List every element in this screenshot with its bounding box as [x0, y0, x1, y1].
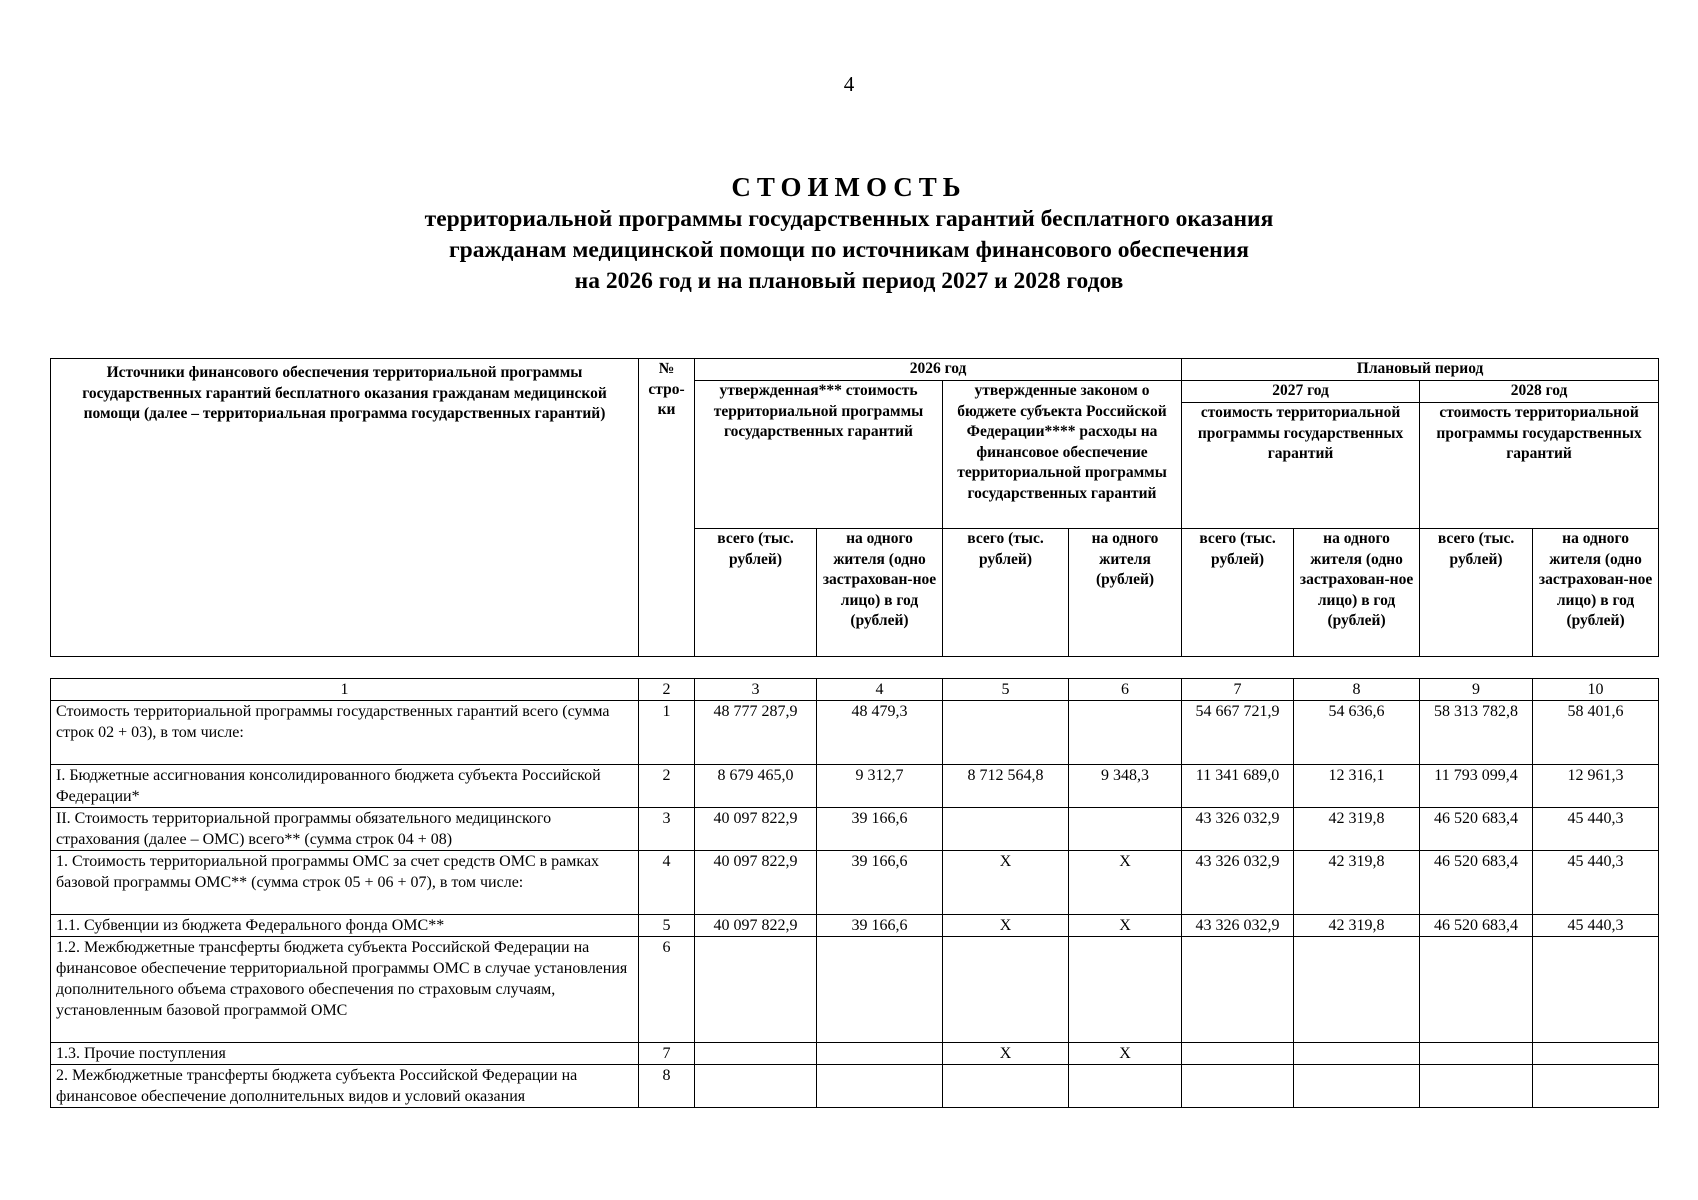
- table-row: [51, 915, 1659, 937]
- cell-per-resident-2028: 45 440,3: [1533, 915, 1659, 937]
- total-thousand-2028-header: всего (тыс. рублей): [1420, 529, 1533, 657]
- cell-law-total: X: [943, 851, 1069, 915]
- cell-per-resident-2027: 42 319,8: [1294, 851, 1420, 915]
- cell-total-2026: 40 097 822,9: [695, 851, 817, 915]
- cell-total-2028: 46 520 683,4: [1420, 915, 1533, 937]
- column-number: 3: [695, 679, 817, 701]
- table-row: [51, 1043, 1659, 1065]
- cell-total-2028: 46 520 683,4: [1420, 851, 1533, 915]
- row-label: I. Бюджетные ассигнования консолидированного бюджета субъекта Российской Федерации*: [51, 765, 639, 808]
- cell-total-2026: 48 777 287,9: [695, 701, 817, 765]
- cell-law-total: [943, 1065, 1069, 1108]
- cell-per-resident-2026: 39 166,6: [817, 808, 943, 851]
- table-row: [51, 808, 1659, 851]
- cell-total-2028: 58 313 782,8: [1420, 701, 1533, 765]
- table-row: [51, 701, 1659, 765]
- title-line-1: территориальной программы государственных гарантий бесплатного оказания: [424, 206, 1274, 232]
- cost-2027-header: стоимость территориальной программы государственных гарантий: [1182, 403, 1420, 529]
- document-title: [0, 170, 1698, 297]
- row-label: 1.3. Прочие поступления: [51, 1043, 639, 1065]
- column-number: 8: [1294, 679, 1420, 701]
- column-number: 4: [817, 679, 943, 701]
- cell-total-2026: 40 097 822,9: [695, 915, 817, 937]
- cell-law-per-resident: [1069, 937, 1182, 1043]
- cell-law-per-resident: X: [1069, 1043, 1182, 1065]
- cell-per-resident-2027: 12 316,1: [1294, 765, 1420, 808]
- cell-per-resident-2027: 42 319,8: [1294, 808, 1420, 851]
- total-thousand-2027-header: всего (тыс. рублей): [1182, 529, 1294, 657]
- table-row: [51, 1065, 1659, 1108]
- cell-total-2027: [1182, 1065, 1294, 1108]
- cell-per-resident-2026: [817, 937, 943, 1043]
- cell-law-total: X: [943, 1043, 1069, 1065]
- row-number: 4: [639, 851, 695, 915]
- cell-total-2026: [695, 1065, 817, 1108]
- cell-law-total: 8 712 564,8: [943, 765, 1069, 808]
- cell-per-resident-2027: [1294, 1043, 1420, 1065]
- cell-total-2026: [695, 937, 817, 1043]
- column-number: 5: [943, 679, 1069, 701]
- row-label: 1.1. Субвенции из бюджета Федерального фонда ОМС**: [51, 915, 639, 937]
- table-row: [51, 851, 1659, 915]
- row-label: 2. Межбюджетные трансферты бюджета субъекта Российской Федерации на финансовое обеспечение дополнительных видов и условий оказания: [51, 1065, 639, 1108]
- title-main: СТОИМОСТЬ: [731, 172, 967, 202]
- per-resident-2028-header: на одного жителя (одно застрахован-ное лицо) в год (рублей): [1533, 529, 1659, 657]
- per-resident-header: на одного жителя (рублей): [1069, 529, 1182, 657]
- cell-law-total: [943, 701, 1069, 765]
- row-label: Стоимость территориальной программы государственных гарантий всего (сумма строк 02 + 03), в том числе:: [51, 701, 639, 765]
- total-thousand-header: всего (тыс. рублей): [695, 529, 817, 657]
- cell-total-2028: [1420, 937, 1533, 1043]
- cell-per-resident-2027: 54 636,6: [1294, 701, 1420, 765]
- cell-law-per-resident: [1069, 1065, 1182, 1108]
- cell-per-resident-2026: [817, 1043, 943, 1065]
- column-number: 9: [1420, 679, 1533, 701]
- cell-total-2027: 54 667 721,9: [1182, 701, 1294, 765]
- title-line-3: на 2026 год и на плановый период 2027 и 2028 годов: [574, 268, 1124, 294]
- column-number: 10: [1533, 679, 1659, 701]
- cost-2028-header: стоимость территориальной программы государственных гарантий: [1420, 403, 1659, 529]
- row-number: 3: [639, 808, 695, 851]
- cell-total-2027: 11 341 689,0: [1182, 765, 1294, 808]
- per-resident-insured-header: на одного жителя (одно застрахован-ное лицо) в год (рублей): [817, 529, 943, 657]
- cell-total-2028: [1420, 1065, 1533, 1108]
- column-numbers-row: [51, 679, 1659, 701]
- cell-total-2028: 46 520 683,4: [1420, 808, 1533, 851]
- cell-total-2026: [695, 1043, 817, 1065]
- cell-law-total: [943, 937, 1069, 1043]
- cell-total-2026: 40 097 822,9: [695, 808, 817, 851]
- cell-per-resident-2026: 39 166,6: [817, 851, 943, 915]
- sources-column-header: Источники финансового обеспечения территориальной программы государственных гарантий бесплатного оказания гражданам медицинской помощи (далее – территориальная программа государственных гарантий): [51, 359, 639, 657]
- page-number: 4: [843, 72, 855, 96]
- cell-per-resident-2026: [817, 1065, 943, 1108]
- cell-per-resident-2027: 42 319,8: [1294, 915, 1420, 937]
- row-label: II. Стоимость территориальной программы обязательного медицинского страхования (далее – ОМС) всего** (сумма строк 04 + 08): [51, 808, 639, 851]
- total-thousand-law-header: всего (тыс. рублей): [943, 529, 1069, 657]
- cell-per-resident-2027: [1294, 937, 1420, 1043]
- planning-period-header: Плановый период: [1182, 359, 1659, 381]
- row-number: 5: [639, 915, 695, 937]
- column-number: 6: [1069, 679, 1182, 701]
- cell-per-resident-2028: 58 401,6: [1533, 701, 1659, 765]
- table-row: [51, 937, 1659, 1043]
- column-number: 7: [1182, 679, 1294, 701]
- header-table: [50, 358, 1659, 657]
- cell-per-resident-2027: [1294, 1065, 1420, 1108]
- column-number: 1: [51, 679, 639, 701]
- row-label: 1.2. Межбюджетные трансферты бюджета субъекта Российской Федерации на финансовое обеспечение территориальной программы ОМС в случае установления дополнительного объема страхового обеспечения по страховым случаям, установленным базовой программой ОМС: [51, 937, 639, 1043]
- cell-total-2027: [1182, 1043, 1294, 1065]
- cell-law-total: X: [943, 915, 1069, 937]
- row-number: 7: [639, 1043, 695, 1065]
- cell-per-resident-2028: 12 961,3: [1533, 765, 1659, 808]
- table-row: [51, 765, 1659, 808]
- cell-law-per-resident: [1069, 701, 1182, 765]
- cell-total-2028: 11 793 099,4: [1420, 765, 1533, 808]
- row-number-column-header: № стро-ки: [639, 359, 695, 657]
- cell-law-per-resident: X: [1069, 851, 1182, 915]
- year-2027-header: 2027 год: [1182, 381, 1420, 403]
- cell-total-2027: 43 326 032,9: [1182, 851, 1294, 915]
- cell-per-resident-2028: 45 440,3: [1533, 851, 1659, 915]
- cell-law-per-resident: X: [1069, 915, 1182, 937]
- approved-cost-header: утвержденная*** стоимость территориальной программы государственных гарантий: [695, 381, 943, 529]
- cell-per-resident-2028: [1533, 1043, 1659, 1065]
- cell-per-resident-2028: 45 440,3: [1533, 808, 1659, 851]
- title-line-2: гражданам медицинской помощи по источникам финансового обеспечения: [449, 237, 1249, 263]
- cell-per-resident-2028: [1533, 937, 1659, 1043]
- row-number: 2: [639, 765, 695, 808]
- approved-law-header: утвержденные законом о бюджете субъекта Российской Федерации**** расходы на финансовое обеспечение территориальной программы государственных гарантий: [943, 381, 1182, 529]
- column-number: 2: [639, 679, 695, 701]
- row-label: 1. Стоимость территориальной программы ОМС за счет средств ОМС в рамках базовой программы ОМС** (сумма строк 05 + 06 + 07), в том числе:: [51, 851, 639, 915]
- cell-per-resident-2026: 39 166,6: [817, 915, 943, 937]
- cell-law-per-resident: [1069, 808, 1182, 851]
- row-number: 8: [639, 1065, 695, 1108]
- year-2026-header: 2026 год: [695, 359, 1182, 381]
- row-number: 1: [639, 701, 695, 765]
- cell-per-resident-2028: [1533, 1065, 1659, 1108]
- cell-total-2026: 8 679 465,0: [695, 765, 817, 808]
- year-2028-header: 2028 год: [1420, 381, 1659, 403]
- cell-law-per-resident: 9 348,3: [1069, 765, 1182, 808]
- cell-total-2027: 43 326 032,9: [1182, 808, 1294, 851]
- cell-per-resident-2026: 48 479,3: [817, 701, 943, 765]
- per-resident-2027-header: на одного жителя (одно застрахован-ное лицо) в год (рублей): [1294, 529, 1420, 657]
- cell-law-total: [943, 808, 1069, 851]
- cell-total-2027: [1182, 937, 1294, 1043]
- cell-total-2027: 43 326 032,9: [1182, 915, 1294, 937]
- cell-per-resident-2026: 9 312,7: [817, 765, 943, 808]
- row-number: 6: [639, 937, 695, 1043]
- data-table: [50, 678, 1659, 1108]
- cell-total-2028: [1420, 1043, 1533, 1065]
